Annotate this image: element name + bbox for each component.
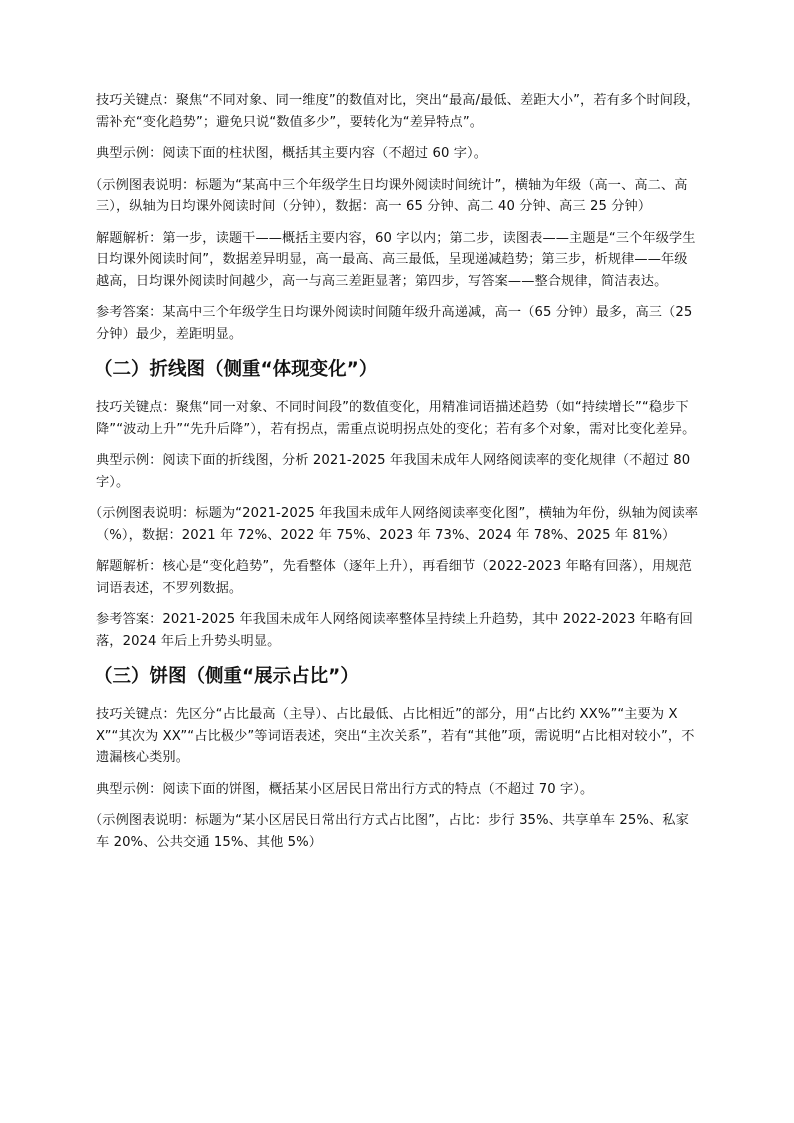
line-example-paragraph: 典型示例：阅读下面的折线图，分析 2021-2025 年我国未成年人网络阅读率的变化规律（不超过 80 字）。 [96,453,691,490]
bar-chart-note: （示例图表说明：标题为“某高中三个年级学生日均课外阅读时间统计”，横轴为年级（高一、高二、高三），纵轴为日均课外阅读时间（分钟），数据：高一 65 分钟、高二 40 分钟、高三 25 分钟） [89,177,688,214]
bar-answer-paragraph: 参考答案：某高中三个年级学生日均课外阅读时间随年级升高递减，高一（65 分钟）最多，高三（25 分钟）最少，差距明显。 [96,305,693,342]
pie-tips-paragraph: 技巧关键点：先区分“占比最高（主导）、占比最低、占比相近”的部分，用“占比约 XX%”“主要为 XX”“其次为 XX”“占比极少”等词语表述，突出“主次关系”，若有“其他”项，需说明“占比相对较小”，不遗漏核心类别。 [96,707,695,765]
document-body [89,90,700,863]
line-analysis-paragraph: 解题解析：核心是“变化趋势”，先看整体（逐年上升），再看细节（2022-2023 年略有回落），用规范词语表述，不罗列数据。 [96,559,692,596]
line-chart-note: （示例图表说明：标题为“2021-2025 年我国未成年人网络阅读率变化图”，横轴为年份，纵轴为阅读率（%），数据：2021 年 72%、2022 年 75%、2023 年 73%、2024 年 78%、2025 年 81%） [89,506,699,543]
pie-example-paragraph: 典型示例：阅读下面的饼图，概括某小区居民日常出行方式的特点（不超过 70 字）。 [96,781,594,797]
pie-chart-note: （示例图表说明：标题为“某小区居民日常出行方式占比图”，占比：步行 35%、共享单车 25%、私家车 20%、公共交通 15%、其他 5%） [89,813,689,850]
bar-tips-paragraph: 技巧关键点：聚焦“不同对象、同一维度”的数值对比，突出“最高/最低、差距大小”，若有多个时间段，需补充“变化趋势”；避免只说“数值多少”，要转化为“差异特点”。 [96,93,700,130]
line-tips-paragraph: 技巧关键点：聚焦“同一对象、不同时间段”的数值变化，用精准词语描述趋势（如“持续增长”“稳步下降”“波动上升”“先升后降”），若有拐点，需重点说明拐点处的变化；若有多个对象，需对比变化差异。 [96,400,696,437]
line-answer-paragraph: 参考答案：2021-2025 年我国未成年人网络阅读率整体呈持续上升趋势，其中 2022-2023 年略有回落，2024 年后上升势头明显。 [96,612,693,649]
pie-chart-heading: （三）饼图（侧重“展示占比”） [94,666,359,687]
bar-analysis-paragraph: 解题解析：第一步，读题干——概括主要内容，60 字以内；第二步，读图表——主题是“三个年级学生日均课外阅读时间”，数据差异明显，高一最高、高三最低，呈现递减趋势；第三步，析规律——年级越高，日均课外阅读时间越少，高一与高三差距显著；第四步，写答案——整合规律，简洁表达。 [96,230,696,289]
bar-example-paragraph: 典型示例：阅读下面的柱状图，概括其主要内容（不超过 60 字）。 [96,146,488,161]
line-chart-heading: （二）折线图（侧重“体现变化”） [94,359,378,380]
